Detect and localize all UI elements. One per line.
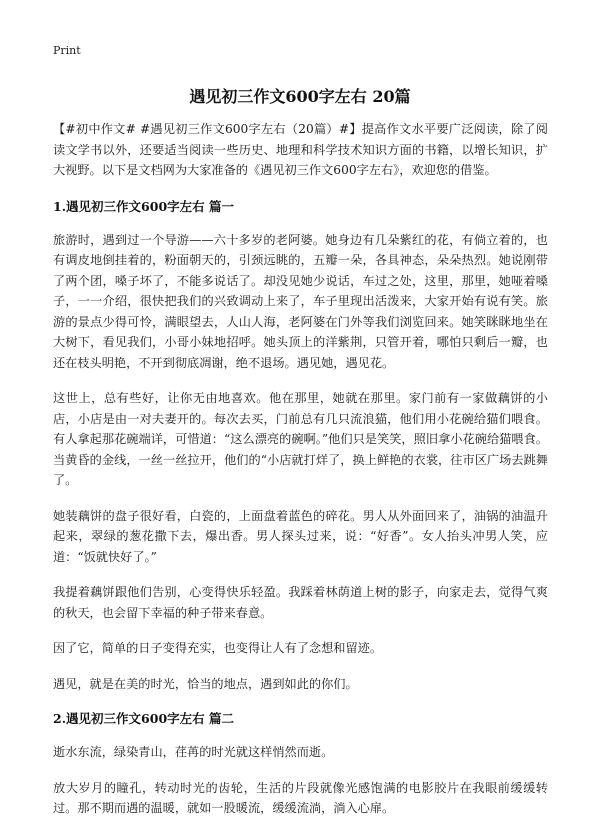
paragraph: 她装藕饼的盘子很好看，白瓷的，上面盘着蓝色的碎花。男人从外面回来了，油锅的油温升起来，翠绿的葱花撒下去，爆出香。男人探头过来，说：“好香”。女人抬头冲男人笑，应道：“饭就快好了。” [53,508,548,564]
intro-paragraph: 【#初中作文# #遇见初三作文600字左右（20篇）#】提高作文水平要广泛阅读，除了阅读文学书以外，还要适当阅读一些历史、地理和科学技术知识方面的书籍，以增长知识，扩大视野。以下是文档网为大家准备的《遇见初三作文600字左右》，欢迎您的借鉴。 [53,122,548,177]
section-2 [53,709,548,819]
section-heading: 1.遇见初三作文600字左右 篇一 [53,198,234,214]
paragraph: 因了它，简单的日子变得充实，也变得让人有了念想和留迹。 [53,641,383,655]
section-heading: 2.遇见初三作文600字左右 篇二 [53,711,234,726]
paragraph: 这世上，总有些好，让你无由地喜欢。他在那里，她就在那里。家门前有一家做藕饼的小店，小店是由一对夫妻开的。每次去买，门前总有几只流浪猫，他们用小花碗给猫们喂食。有人拿起那花碗端详，可惜道：“这么漂亮的碗啊。”他们只是笑笑，照旧拿小花碗给猫喂食。当黄昏的金线，一丝一丝拉开，他们的“小店就打烊了，换上鲜艳的衣裳，往市区广场去跳舞了。 [53,391,548,487]
paragraph: 放大岁月的瞳孔，转动时光的齿轮，生活的片段就像光感饱满的电影胶片在我眼前缓缓转过。那不期而遇的温暖，就如一股暖流，缓缓流淌，淌入心扉。 [53,780,548,815]
document-title: 遇见初三作文600字左右 20篇 [189,87,411,106]
paragraph: 逝水东流，绿染青山，荏苒的时光就这样悄然而逝。 [53,745,334,759]
section-1 [53,197,548,695]
paragraph: 遇见，就是在美的时光，恰当的地点，遇到如此的你们。 [53,676,358,691]
document-body [53,119,548,834]
print-link[interactable]: Print [53,44,81,57]
paragraph: 我提着藕饼跟他们告别，心变得快乐轻盈。我踩着林荫道上树的影子，向家走去，觉得气爽的秋天，也会留下幸福的种子带来春意。 [53,585,548,620]
paragraph: 旅游时，遇到过一个导游——六十多岁的老阿婆。她身边有几朵紫红的花，有倘立着的，也有调皮地倒挂着的，粉面朝天的，引颈远眺的，五瓣一朵，各具神态，朵朵热烈。她说刚带了两个团，嗓子坏了，不能多说话了。却没见她少说话，车过之处，这里，那里，她哑着嗓子，一一介绍，很快把我们的兴致调动上来了，车子里现出活泼来，大家开始有说有笑。旅游的景点少得可怜，满眼望去，人山人海，老阿婆在门外等我们浏览回来。她笑眯眯地坐在大树下，看见我们，小哥小妹地招呼。她头顶上的洋紫荆，只管开着，哪怕只剩后一瓣，也还在枝头明艳，不开到彻底凋谢，绝不退场。遇见她，遇见花。 [53,232,548,370]
